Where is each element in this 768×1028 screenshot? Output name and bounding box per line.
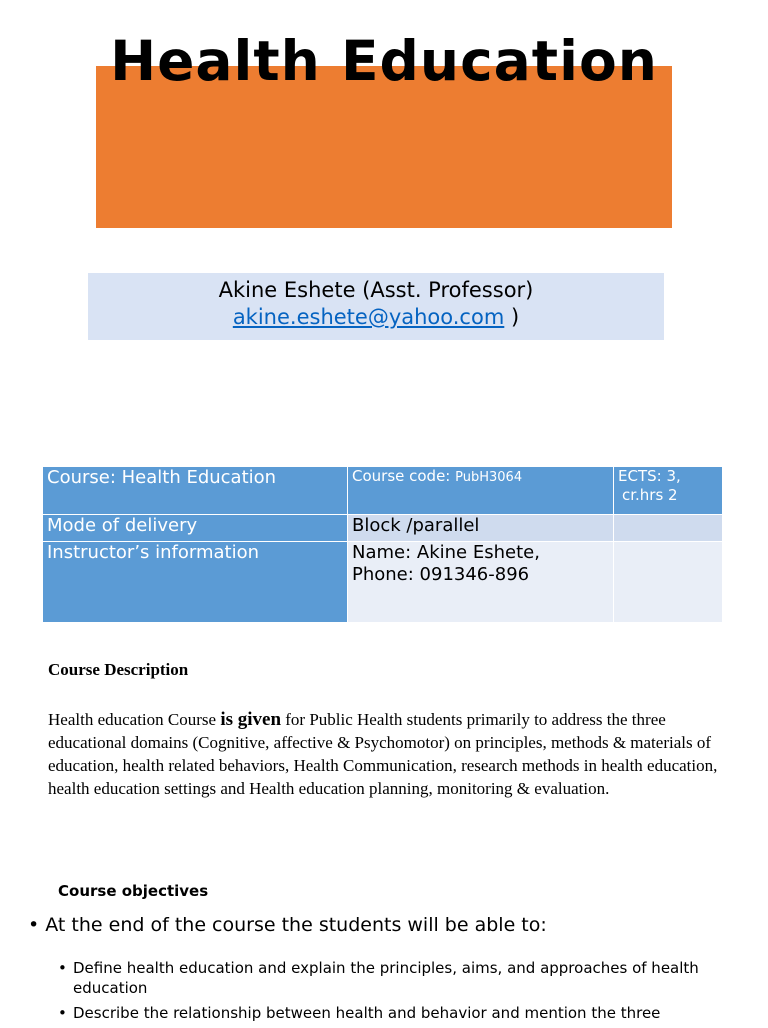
ects-value: ECTS: 3, xyxy=(618,467,681,485)
instructor-extra xyxy=(614,542,723,623)
author-email-link[interactable]: akine.eshete@yahoo.com xyxy=(232,305,505,329)
table-row xyxy=(43,542,723,623)
table-row xyxy=(43,515,723,542)
course-code-label: Course code: xyxy=(352,467,456,485)
instructor-label: Instructor’s information xyxy=(43,542,348,623)
table-row xyxy=(43,467,723,515)
delivery-label: Mode of delivery xyxy=(43,515,348,542)
objective-text: Describe the relationship between health and behavior and mention the three xyxy=(73,1004,661,1022)
course-code-value: PubH3064 xyxy=(455,470,523,485)
author-contact xyxy=(88,304,664,331)
delivery-extra xyxy=(614,515,723,542)
bullet-icon: • xyxy=(58,1004,67,1022)
author-name: Akine Eshete (Asst. Professor) xyxy=(218,278,534,302)
bullet-icon: • xyxy=(58,959,67,977)
instructor-details xyxy=(348,542,614,623)
author-box xyxy=(88,273,664,340)
instructor-phone: Phone: 091346-896 xyxy=(352,564,530,585)
course-description-text xyxy=(48,708,728,800)
course-name-cell: Course: Health Education xyxy=(43,467,348,515)
objectives-list xyxy=(58,958,738,1028)
instructor-name: Name: Akine Eshete, xyxy=(352,542,540,563)
objectives-lead xyxy=(28,912,748,938)
course-code-cell xyxy=(348,467,614,515)
course-objectives-heading: Course objectives xyxy=(58,882,209,900)
bullet-icon: • xyxy=(28,914,40,936)
author-email-suffix: ) xyxy=(504,305,520,329)
ects-cell xyxy=(614,467,723,515)
list-item xyxy=(58,1003,738,1023)
course-info-table xyxy=(42,466,723,623)
description-part-2: for Public Health students primarily to address the three educational domains (Cognitive, affective & Psychomotor) on principles, methods & materials of education, health related behaviors, Health Communication, research methods in health education, health education settings and Health education planning, monitoring & evaluation. xyxy=(48,710,718,798)
delivery-value: Block /parallel xyxy=(348,515,614,542)
description-emphasis: is given xyxy=(220,709,282,730)
course-description-heading: Course Description xyxy=(48,660,189,679)
objectives-lead-text: At the end of the course the students will be able to: xyxy=(45,914,547,936)
description-part-1: Health education Course xyxy=(48,710,221,729)
page-title: Health Education xyxy=(110,29,658,93)
list-item xyxy=(58,958,738,998)
credit-hours: cr.hrs 2 xyxy=(622,486,678,504)
objective-text: Define health education and explain the principles, aims, and approaches of health education xyxy=(73,959,699,997)
